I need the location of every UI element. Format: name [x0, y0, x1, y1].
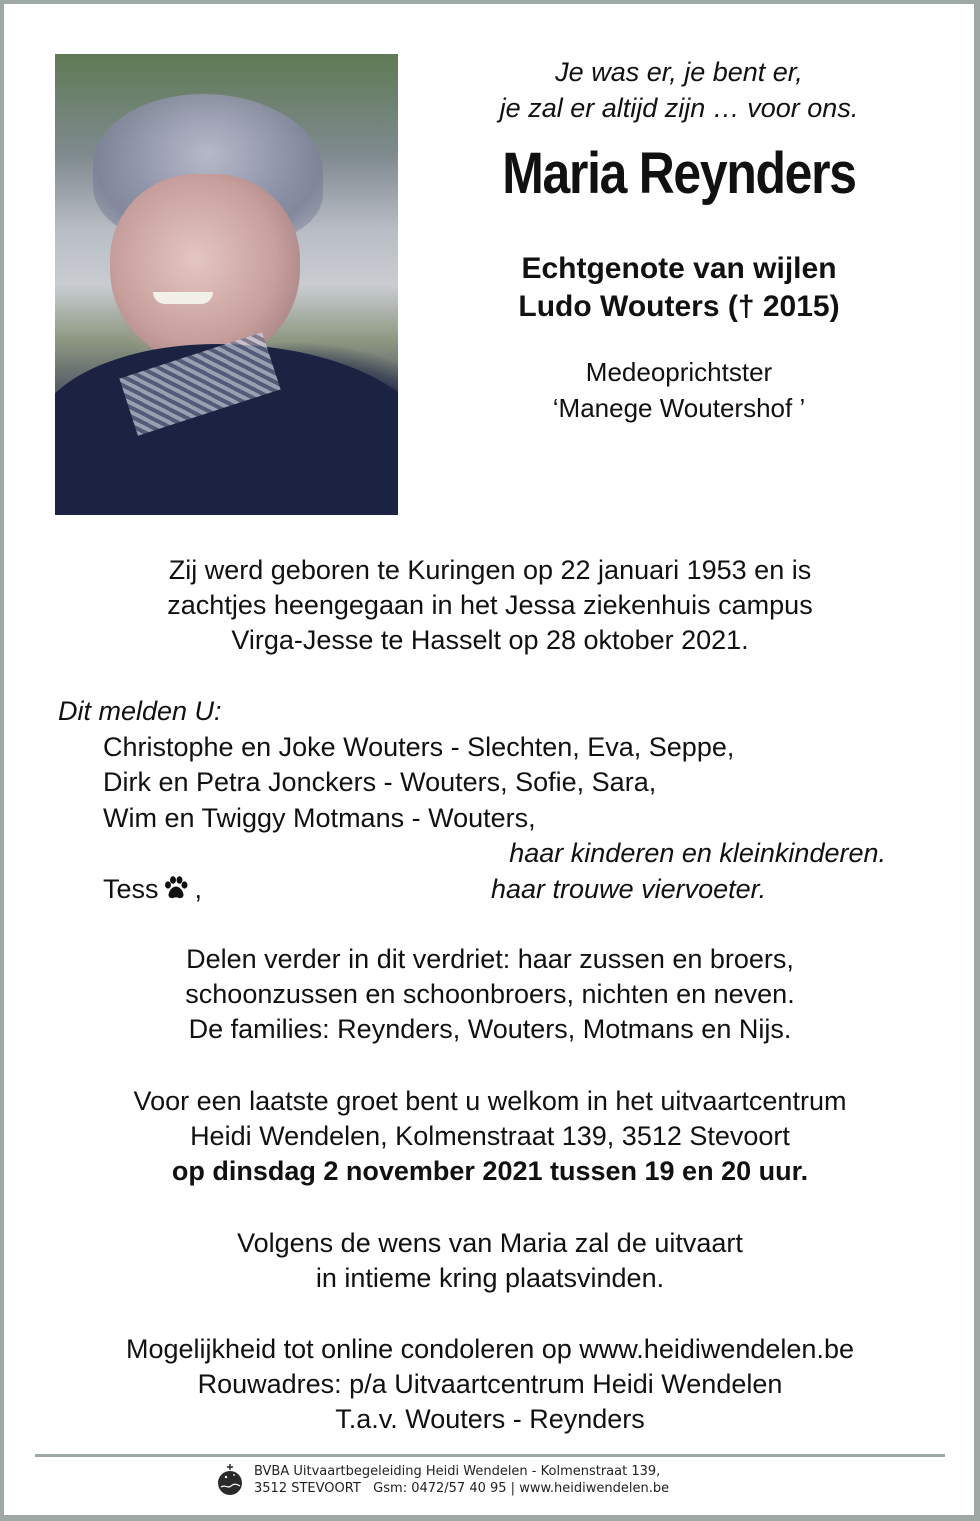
portrait-photo	[55, 54, 398, 515]
photo-face	[110, 174, 300, 364]
footer-text	[254, 1463, 669, 1497]
children-caption: haar kinderen en kleinkinderen.	[509, 838, 886, 868]
pet-row	[58, 872, 938, 908]
others-line-3: De families: Reynders, Wouters, Motmans en Nijs.	[188, 1014, 792, 1044]
family-row: Wim en Twiggy Motmans - Wouters,	[103, 802, 536, 833]
contact-line-3: T.a.v. Wouters - Reynders	[335, 1404, 645, 1434]
wish-line-1: Volgens de wens van Maria zal de uitvaart	[237, 1228, 743, 1258]
footer-line-2: 3512 STEVOORT Gsm: 0472/57 40 95 | www.heidiwendelen.be	[254, 1481, 670, 1496]
spouse-line-2: Ludo Wouters († 2015)	[518, 290, 840, 323]
pet-name: Tess	[103, 873, 159, 904]
family-intro: Dit melden U:	[58, 696, 222, 726]
role-line-1: Medeoprichtster	[585, 357, 773, 387]
contact-info	[0, 1332, 980, 1437]
biography	[0, 553, 980, 658]
bio-line-2: zachtjes heengegaan in het Jessa ziekenhuis campus	[167, 590, 813, 620]
funeral-wish	[0, 1226, 980, 1296]
photo-smile	[153, 292, 213, 304]
bio-line-1: Zij werd geboren te Kuringen op 22 januari 1953 en is	[168, 555, 812, 585]
contact-line-2: Rouwadres: p/a Uitvaartcentrum Heidi Wendelen	[197, 1369, 783, 1399]
footer-divider	[35, 1454, 945, 1457]
deceased-name: Maria Reynders	[502, 141, 856, 206]
family-announcement	[58, 694, 938, 907]
paw-icon	[163, 874, 189, 898]
header-column	[440, 54, 918, 426]
visitation-info	[0, 1084, 980, 1189]
role-line-2: ‘Manege Woutershof ’	[552, 393, 806, 423]
spouse-line-1: Echtgenote van wijlen	[521, 252, 837, 285]
others-line-2: schoonzussen en schoonbroers, nichten en neven.	[185, 979, 795, 1009]
spouse-info	[440, 250, 918, 326]
bio-line-3: Virga-Jesse te Hasselt op 28 oktober 2021.	[231, 625, 749, 655]
others-line-1: Delen verder in dit verdriet: haar zussen en broers,	[186, 944, 794, 974]
family-row: Christophe en Joke Wouters - Slechten, Eva, Seppe,	[103, 731, 735, 762]
contact-line-1: Mogelijkheid tot online condoleren op www.heidiwendelen.be	[126, 1334, 854, 1364]
role-info	[440, 354, 918, 426]
motto-line-2: je zal er altijd zijn … voor ons.	[499, 93, 859, 123]
visit-datetime: op dinsdag 2 november 2021 tussen 19 en 20 uur.	[171, 1156, 809, 1186]
wish-line-2: in intieme kring plaatsvinden.	[315, 1263, 665, 1293]
footer-line-1: BVBA Uitvaartbegeleiding Heidi Wendelen - Kolmenstraat 139,	[254, 1464, 661, 1479]
family-row: Dirk en Petra Jonckers - Wouters, Sofie, Sara,	[103, 767, 657, 797]
other-mourners	[0, 942, 980, 1047]
funeral-home-logo-icon	[216, 1463, 244, 1497]
pet-suffix: ,	[194, 873, 203, 904]
funeral-home-footer	[216, 1461, 776, 1501]
visit-line-1: Voor een laatste groet bent u welkom in het uitvaartcentrum	[133, 1086, 847, 1116]
motto-line-1: Je was er, je bent er,	[555, 57, 803, 87]
visit-line-2: Heidi Wendelen, Kolmenstraat 139, 3512 Stevoort	[190, 1121, 790, 1151]
motto	[440, 54, 918, 126]
pet-caption: haar trouwe viervoeter.	[491, 873, 767, 904]
